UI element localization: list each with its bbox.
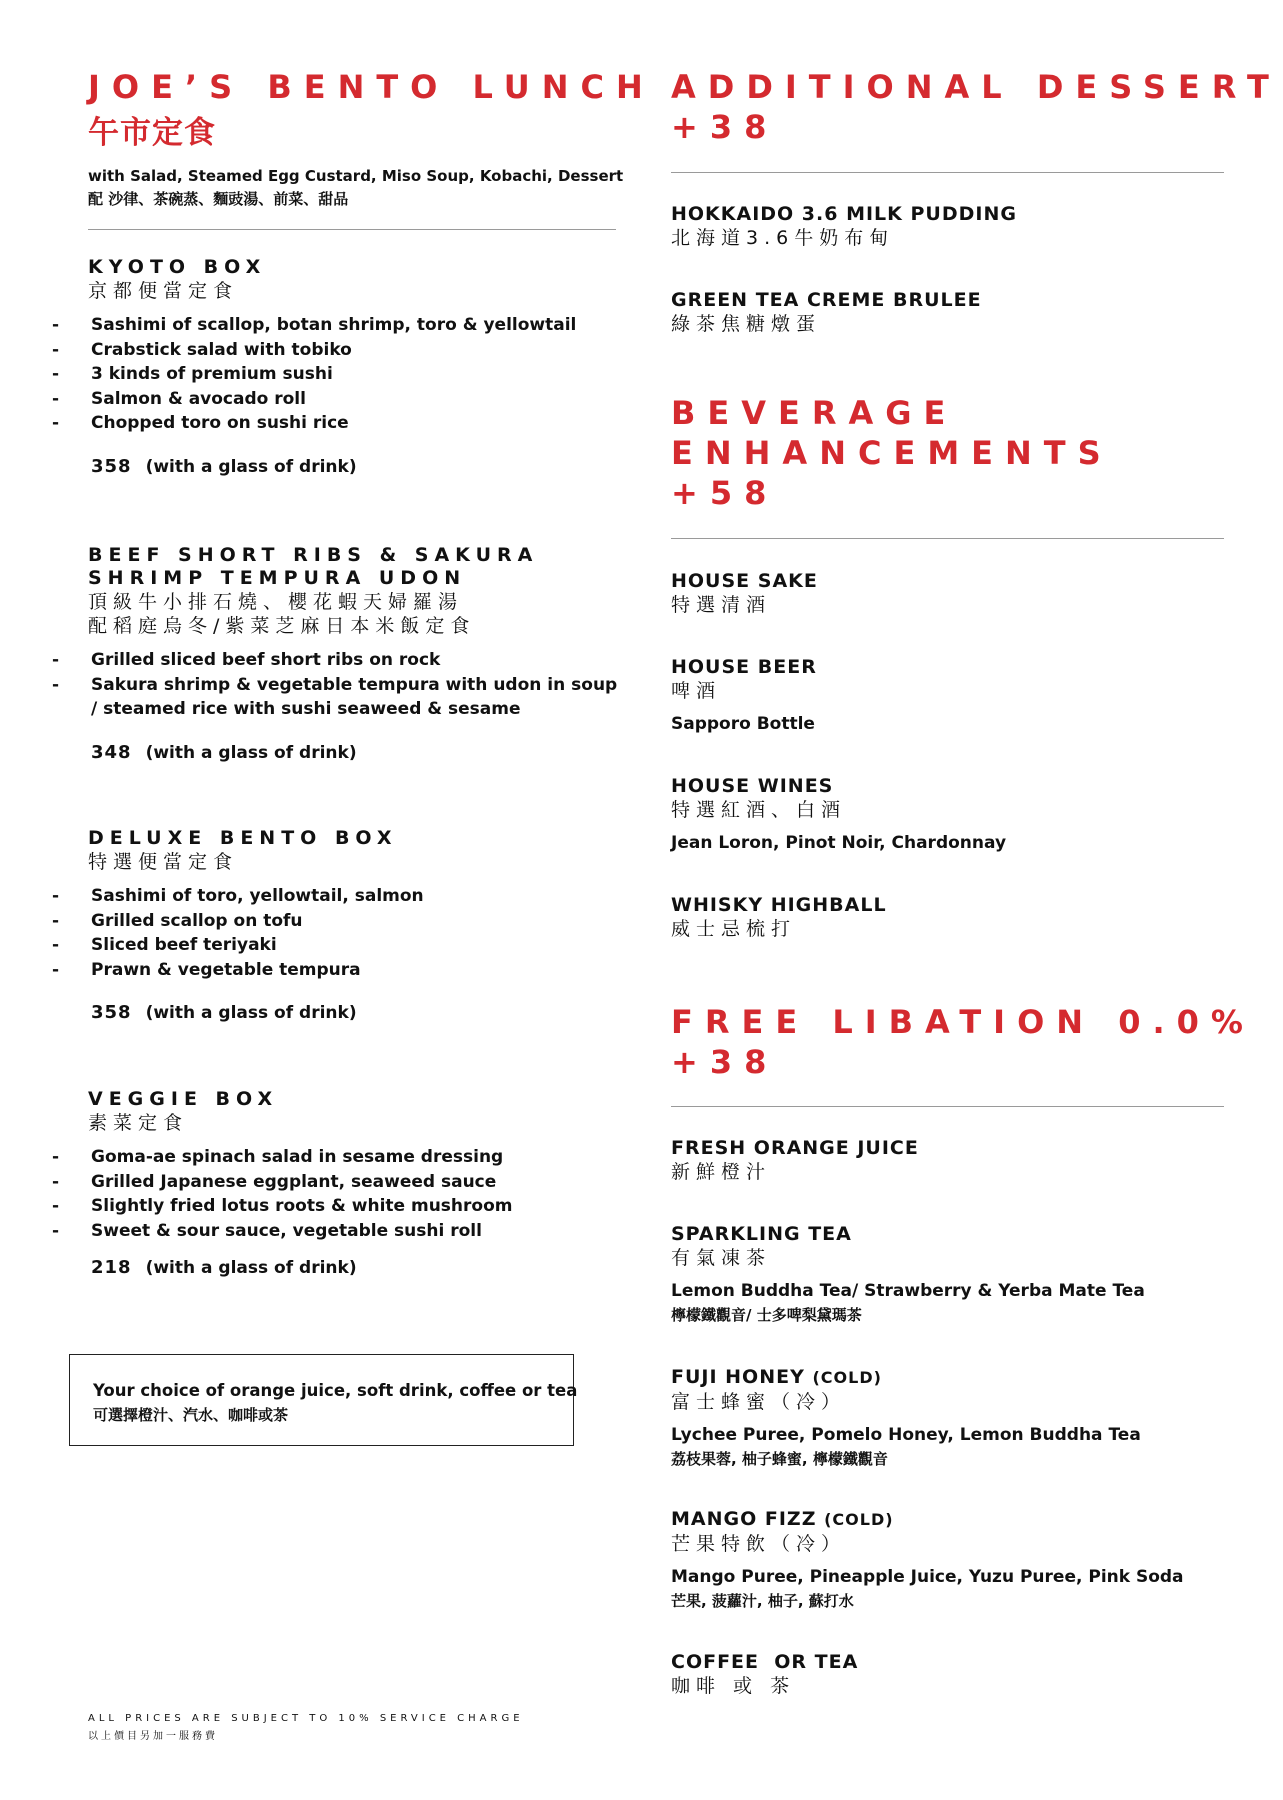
item-name-zh: 咖啡 或 茶 (671, 1675, 796, 1697)
libation-item (671, 1136, 919, 1184)
item-name-zh: 新鮮橙汁 (671, 1161, 772, 1183)
list-item: / steamed rice with sushi seaweed & sesame (91, 699, 521, 719)
veggie-box-section (52, 1088, 513, 1278)
section-title-zh: 頂級牛小排石燒、櫻花蝦天婦羅湯 (88, 591, 464, 613)
item-name: GREEN TEA CREME BRULEE (671, 289, 982, 311)
item-name-zh: 威士忌梳打 (671, 918, 797, 940)
beverage-item (671, 893, 887, 941)
section-title: SHRIMP TEMPURA UDON (88, 567, 467, 589)
item-desc-zh: 荔枝果蓉, 柚子蜂蜜, 檸檬鐵觀音 (671, 1450, 888, 1468)
beverage-title: BEVERAGE (671, 394, 958, 432)
item-desc: Jean Loron, Pinot Noir, Chardonnay (671, 833, 1007, 853)
free-libation-price: +38 (671, 1043, 779, 1081)
section-title-zh: 京都便當定食 (88, 280, 239, 302)
beverage-title-2: ENHANCEMENTS (671, 434, 1113, 472)
item-name: COFFEE OR TEA (671, 1651, 859, 1673)
item-name: HOUSE BEER (671, 656, 817, 678)
item-name-zh: 北海道3.6牛奶布甸 (671, 227, 895, 249)
section-title: BEEF SHORT RIBS & SAKURA (88, 544, 539, 566)
item-desc-zh: 芒果, 菠蘿汁, 柚子, 蘇打水 (671, 1592, 854, 1610)
list-item: - Sweet & sour sauce, vegetable sushi roll (52, 1220, 482, 1241)
beef-short-ribs-section (52, 544, 618, 763)
item-name: HOUSE WINES (671, 775, 834, 797)
price-line: 218 (with a glass of drink) (91, 1257, 357, 1278)
libation-item (671, 1365, 1141, 1471)
divider (671, 1106, 1224, 1107)
free-libation-title: FREE LIBATION 0.0% (671, 1003, 1255, 1041)
beverage-price: +58 (671, 474, 779, 512)
price-line: 348 (with a glass of drink) (91, 741, 357, 763)
list-item: - Salmon & avocado roll (52, 388, 306, 409)
note-text: Your choice of orange juice, soft drink, coffee or tea (93, 1381, 578, 1400)
section-title: KYOTO BOX (88, 256, 267, 278)
list-item: - Crabstick salad with tobiko (52, 339, 352, 360)
item-name-zh: 啤酒 (671, 680, 722, 702)
list-item: - Grilled sliced beef short ribs on rock (52, 650, 441, 670)
item-name: HOKKAIDO 3.6 MILK PUDDING (671, 203, 1017, 225)
service-charge-note: ALL PRICES ARE SUBJECT TO 10% SERVICE CHARGE (88, 1713, 524, 1724)
item-desc: Lychee Puree, Pomelo Honey, Lemon Buddha Tea (671, 1425, 1141, 1445)
list-item: - Sashimi of toro, yellowtail, salmon (52, 886, 424, 906)
divider (671, 538, 1224, 539)
price-line: 358 (with a glass of drink) (91, 455, 357, 477)
section-title-zh: 特選便當定食 (88, 851, 239, 873)
libation-item (671, 1650, 858, 1698)
dessert-price: +38 (671, 108, 779, 146)
beverage-item (671, 569, 818, 617)
list-item: - Goma-ae spinach salad in sesame dressing (52, 1147, 504, 1167)
item-name-zh: 富士蜂蜜（冷） (671, 1391, 847, 1413)
item-name: FRESH ORANGE JUICE (671, 1137, 919, 1159)
item-desc: Lemon Buddha Tea/ Strawberry & Yerba Mate Tea (671, 1281, 1145, 1301)
beverage-item (671, 655, 817, 736)
divider (88, 229, 616, 230)
cold-tag: (COLD) (812, 1368, 882, 1387)
section-title-zh: 素菜定食 (88, 1112, 189, 1134)
section-title: DELUXE BENTO BOX (88, 827, 398, 849)
divider (671, 172, 1224, 173)
kyoto-box-section (52, 256, 577, 477)
list-item: - 3 kinds of premium sushi (52, 364, 333, 384)
intro-text-zh: 配 沙律、茶碗蒸、麵豉湯、前菜、甜品 (88, 190, 349, 208)
dessert-item (671, 288, 982, 336)
item-name: SPARKLING TEA (671, 1223, 852, 1245)
item-desc: Sapporo Bottle (671, 714, 815, 734)
price: 358 (91, 455, 132, 477)
dessert-item (671, 202, 1017, 250)
item-name-zh: 有氣凍茶 (671, 1247, 772, 1269)
list-item: - Sakura shrimp & vegetable tempura with udon in soup (52, 674, 618, 695)
list-item: - Slightly fried lotus roots & white mushroom (52, 1196, 513, 1216)
cold-tag: (COLD) (824, 1510, 894, 1529)
item-desc: Mango Puree, Pineapple Juice, Yuzu Puree, Pink Soda (671, 1567, 1184, 1587)
deluxe-bento-section (52, 827, 424, 1023)
libation-item (671, 1507, 1184, 1613)
list-item: - Sashimi of scallop, botan shrimp, toro & yellowtail (52, 315, 577, 335)
item-name-zh: 特選清酒 (671, 594, 772, 616)
drink-choice-note (69, 1354, 578, 1446)
item-name: FUJI HONEY (COLD) (671, 1366, 882, 1388)
item-name-zh: 綠茶焦糖燉蛋 (671, 313, 822, 335)
beverage-item (671, 774, 1006, 855)
bento-lunch-title-zh: 午市定食 (88, 115, 216, 151)
list-item: - Grilled scallop on tofu (52, 910, 303, 931)
service-charge-note-zh: 以上價目另加一服務費 (88, 1731, 218, 1742)
price: 218 (91, 1257, 132, 1278)
libation-item (671, 1222, 1145, 1327)
item-name: MANGO FIZZ (COLD) (671, 1508, 894, 1530)
item-desc-zh: 檸檬鐵觀音/ 士多啤梨黛瑪茶 (671, 1306, 862, 1324)
list-item: - Sliced beef teriyaki (52, 935, 277, 955)
price: 348 (91, 741, 132, 763)
section-title-zh: 配稻庭烏冬/紫菜芝麻日本米飯定食 (88, 615, 476, 637)
price-line: 358 (with a glass of drink) (91, 1002, 357, 1023)
item-name: WHISKY HIGHBALL (671, 894, 887, 916)
price: 358 (91, 1002, 132, 1023)
item-name-zh: 芒果特飲（冷） (671, 1533, 847, 1555)
intro-text: with Salad, Steamed Egg Custard, Miso Soup, Kobachi, Dessert (88, 167, 624, 185)
list-item: - Chopped toro on sushi rice (52, 413, 349, 433)
item-name-zh: 特選紅酒、白酒 (671, 799, 847, 821)
bento-lunch-title: JOE’S BENTO LUNCH (88, 68, 655, 106)
item-name: HOUSE SAKE (671, 570, 818, 592)
additional-dessert-title: ADDITIONAL DESSERT (671, 68, 1281, 106)
note-text-zh: 可選擇橙汁、汽水、咖啡或茶 (93, 1406, 289, 1424)
section-title: VEGGIE BOX (88, 1088, 279, 1110)
list-item: - Grilled Japanese eggplant, seaweed sauce (52, 1171, 497, 1192)
list-item: - Prawn & vegetable tempura (52, 959, 361, 980)
